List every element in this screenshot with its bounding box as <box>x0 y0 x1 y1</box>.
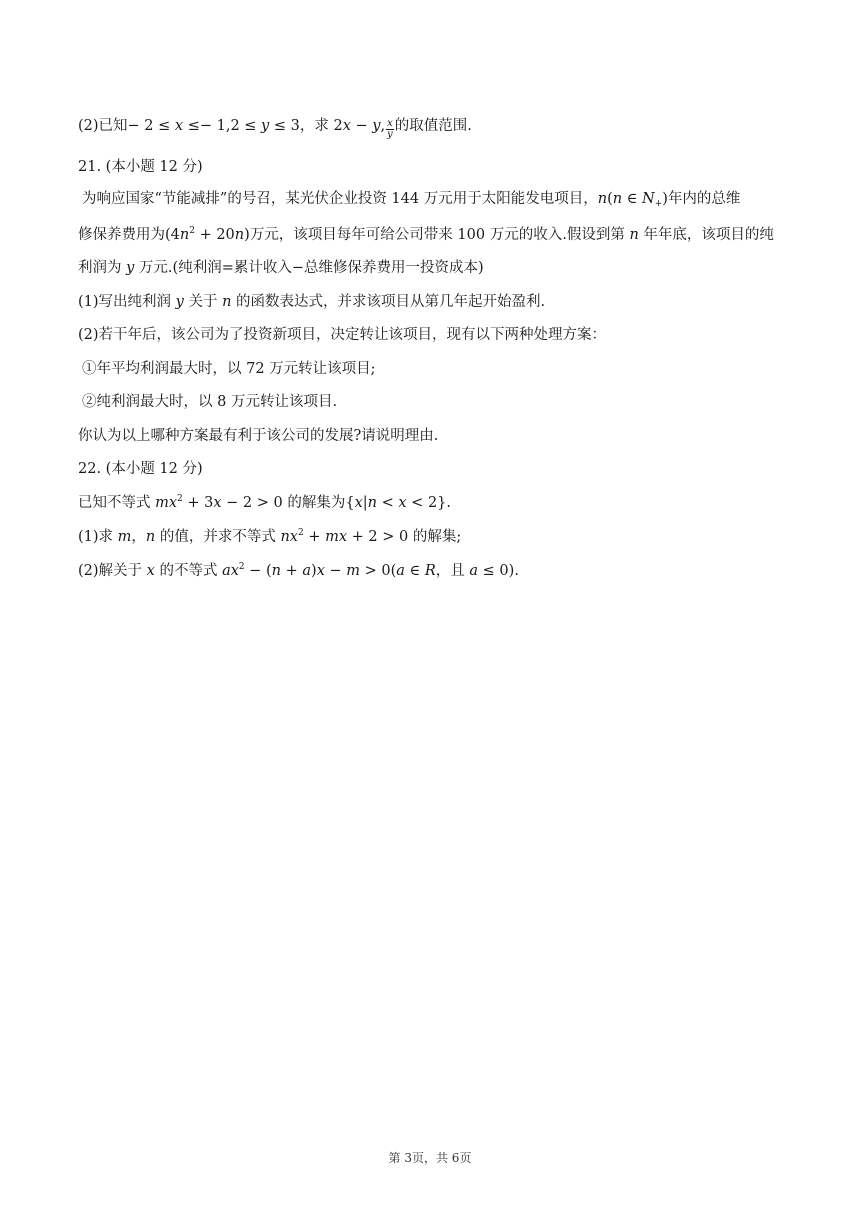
text: 的取值范围. <box>394 118 472 134</box>
page-footer: 第 3页，共 6页 <box>388 1151 472 1165</box>
text: (1)写出纯利润 <box>78 294 172 310</box>
q22-part2 <box>78 561 820 581</box>
math: $(4n^2 + 20n)$ <box>165 226 250 243</box>
q21-question: 你认为以上哪种方案最有利于该公司的发展?请说明理由. <box>78 428 439 444</box>
q21-header: 21. (本小题 12 分) <box>78 159 203 175</box>
math: n <box>222 294 232 310</box>
math: $mx^2 + 3x - 2 > 0$ <box>155 494 283 511</box>
q21-line3 <box>78 258 820 278</box>
q21-option1: ①年平均利润最大时，以 72 万元转让该项目; <box>82 361 376 377</box>
text: 关于 <box>188 294 218 310</box>
text: (1)求 <box>78 529 114 545</box>
text: 万元.(纯利润=累计收入−总维修保养费用一投资成本) <box>138 260 484 276</box>
text: 利润为 <box>78 260 122 276</box>
text: (2)已知 <box>78 118 128 134</box>
text: 万元，该项目每年可给公司带来 100 万元的收入.假设到第 <box>249 227 625 243</box>
text: 年年底，该项目的纯 <box>643 227 774 243</box>
math: n <box>145 529 156 545</box>
text: 年内的总维 <box>667 191 741 207</box>
math: {x|n < x < 2}. <box>345 495 452 511</box>
q21-part1 <box>78 292 820 312</box>
text: 已知不等式 <box>78 495 151 511</box>
math: $ax^2 - (n + a)x - m > 0(a$ ∈ R，且 a ≤ 0). <box>222 562 519 579</box>
q22-intro <box>78 493 820 513</box>
text: 为响应国家“节能减排”的号召，某光伏企业投资 144 万元用于太阳能发电项目， <box>82 191 598 207</box>
q20-part2: (2)已知− 2 ≤ x ≤− 1,2 ≤ y ≤ 3，求 2x − y, $\frac{x}{y}$ 的取值范围. <box>78 118 472 140</box>
q21-line2 <box>78 225 820 245</box>
text: 修保养费用为 <box>78 227 165 243</box>
q22-part1: (1)求 m，n 的值，并求不等式 $nx^2$ + mx + 2 > 0 的解集; <box>78 528 462 545</box>
q21-option2: ②纯利润最大时，以 8 万元转让该项目. <box>82 394 338 410</box>
text: 的函数表达式，并求该项目从第几年起开始盈利. <box>236 294 546 310</box>
text: (2)解关于 <box>78 563 143 579</box>
q21-intro <box>82 189 820 209</box>
fraction: $\frac{x}{y}$ <box>387 118 393 140</box>
math: m <box>117 529 132 545</box>
text: 的不等式 <box>159 563 218 579</box>
text: 的值，并求不等式 <box>159 529 276 545</box>
text: 的解集; <box>412 529 462 545</box>
text: 的解集为 <box>287 495 346 511</box>
math: y <box>126 260 135 276</box>
math: x <box>146 563 155 579</box>
math: n <box>629 227 639 243</box>
q21-part2: (2)若干年后，该公司为了投资新项目，决定转让该项目，现有以下两种处理方案： <box>78 327 607 343</box>
math: $nx^2$ + mx + 2 > 0 <box>280 528 409 545</box>
math: − 2 ≤ x ≤− 1,2 ≤ y ≤ 3 <box>127 118 300 134</box>
math: y <box>175 294 184 310</box>
q22-header: 22. (本小题 12 分) <box>78 461 203 477</box>
math: n(n ∈ $N_+$) <box>597 191 668 209</box>
math: 2x − y, $\frac{x}{y}$ <box>333 118 393 140</box>
